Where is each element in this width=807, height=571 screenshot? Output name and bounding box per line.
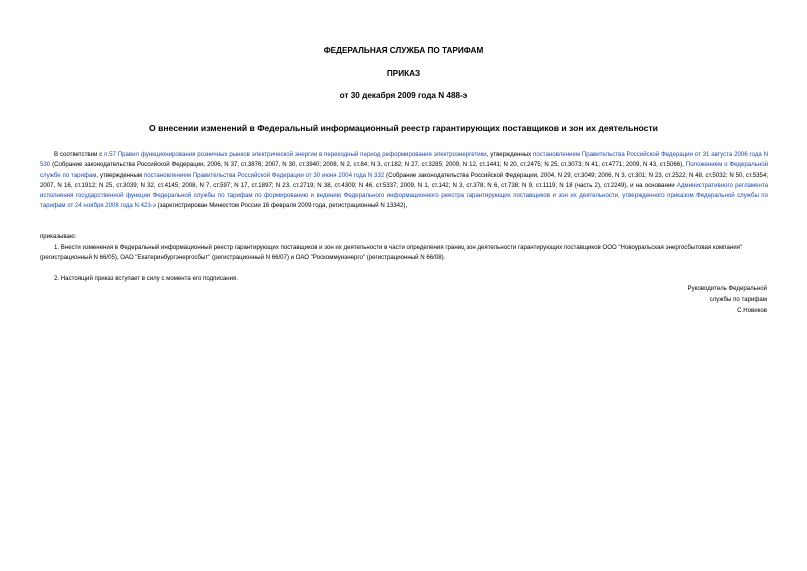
item-1-paragraph: 1. Внести изменения в Федеральный информационный реестр гарантирующих поставщиков и зон их деятельности в части определения границ зон деятельности гарантирующих поставщиков ООО "Новоуральская энергосбытовая компания" (регистрационный N 66/05), ОАО "Екатеринбургэнергосбыт" (регистрационный N 66/07) и ОАО "Роскоммунэнерго" (регистрационный N 66/08). bbox=[40, 244, 743, 262]
preamble-text: , утвержденным bbox=[96, 171, 144, 179]
order-word: приказываю: bbox=[40, 233, 77, 240]
signature-block bbox=[647, 284, 767, 316]
preamble-text: (Собрание законодательства Российской Федерации, 2006, N 37, ст.3876; 2007, N 30, ст.3940; 2008, N 2, ст.84; N 3, ст.182; N 27, ст.3285; 2009, N 12, ст.1441; N 20, ст.2475; N 25, ст.3073; N 41, ст.4771; 2009, N 43, ст.5066), bbox=[50, 161, 686, 169]
signature-title: Руководитель Федеральной bbox=[687, 285, 767, 292]
agency-heading: ФЕДЕРАЛЬНАЯ СЛУЖБА ПО ТАРИФАМ bbox=[323, 46, 484, 55]
item-2-paragraph: 2. Настоящий приказ вступает в силу с момента его подписания. bbox=[54, 275, 239, 282]
signature-name: С.Новиков bbox=[737, 306, 767, 314]
doc-type-heading: ПРИКАЗ bbox=[386, 69, 421, 78]
legal-reference-link[interactable]: п.57 Правил функционирования розничных рынков электрической энергии в переходный период реформирования электроэнергетики bbox=[104, 151, 487, 158]
legal-reference-link[interactable]: постановлением Правительства Российской Федерации от 30 июня 2004 года N 332 bbox=[143, 171, 385, 179]
preamble-text: (Собрание законодательства Российской Федерации, 2004, N 29, ст.3049; 2006, N 3, ст.301; N 23, ст.2522; N 48, ст.5032; N 50, ст.5354; 2007, N 16, ст.1912; N 25, ст.3039; N 32, ст.4145; 2008, N 7, ст.597; N 17, ст.1897; N 23, ст.2719; N 38, ст.4309; N 46, ст.5337; 2009, N 1, ст.142; N 3, ст.378; N 6, ст.738; N 9, ст.1119; N 18 (часть 2), ст.2249), и на основании bbox=[40, 171, 769, 189]
legal-reference-link[interactable]: постановлением Правительства Российской Федерации от 31 августа 2006 года N 530 bbox=[40, 151, 769, 169]
legal-reference-link[interactable]: Административного регламента исполнения государственной функции Федеральной службы по тарифам по формированию и ведению Федерального информационного реестра гарантирующих поставщиков и зон их деятельности, утвержденного приказом Федеральной службы по тарифам от 24 ноября 2008 года N 423-э bbox=[40, 181, 768, 210]
preamble-text: , утвержденных bbox=[486, 151, 534, 158]
subject-heading: О внесении изменений в Федеральный информационный реестр гарантирующих поставщиков и зон их деятельности bbox=[149, 123, 658, 133]
legal-reference-link[interactable]: Положением о Федеральной службе по тарифам bbox=[40, 161, 769, 179]
preamble-text: В соответствии с bbox=[54, 151, 105, 158]
preamble-paragraph bbox=[40, 150, 768, 212]
date-number-heading: от 30 декабря 2009 года N 488-э bbox=[339, 91, 468, 100]
signature-subtitle: службы по тарифам bbox=[709, 295, 767, 303]
preamble-text: (зарегистрирован Минюстом России 16 февраля 2009 года, регистрационный N 13342), bbox=[155, 202, 408, 210]
